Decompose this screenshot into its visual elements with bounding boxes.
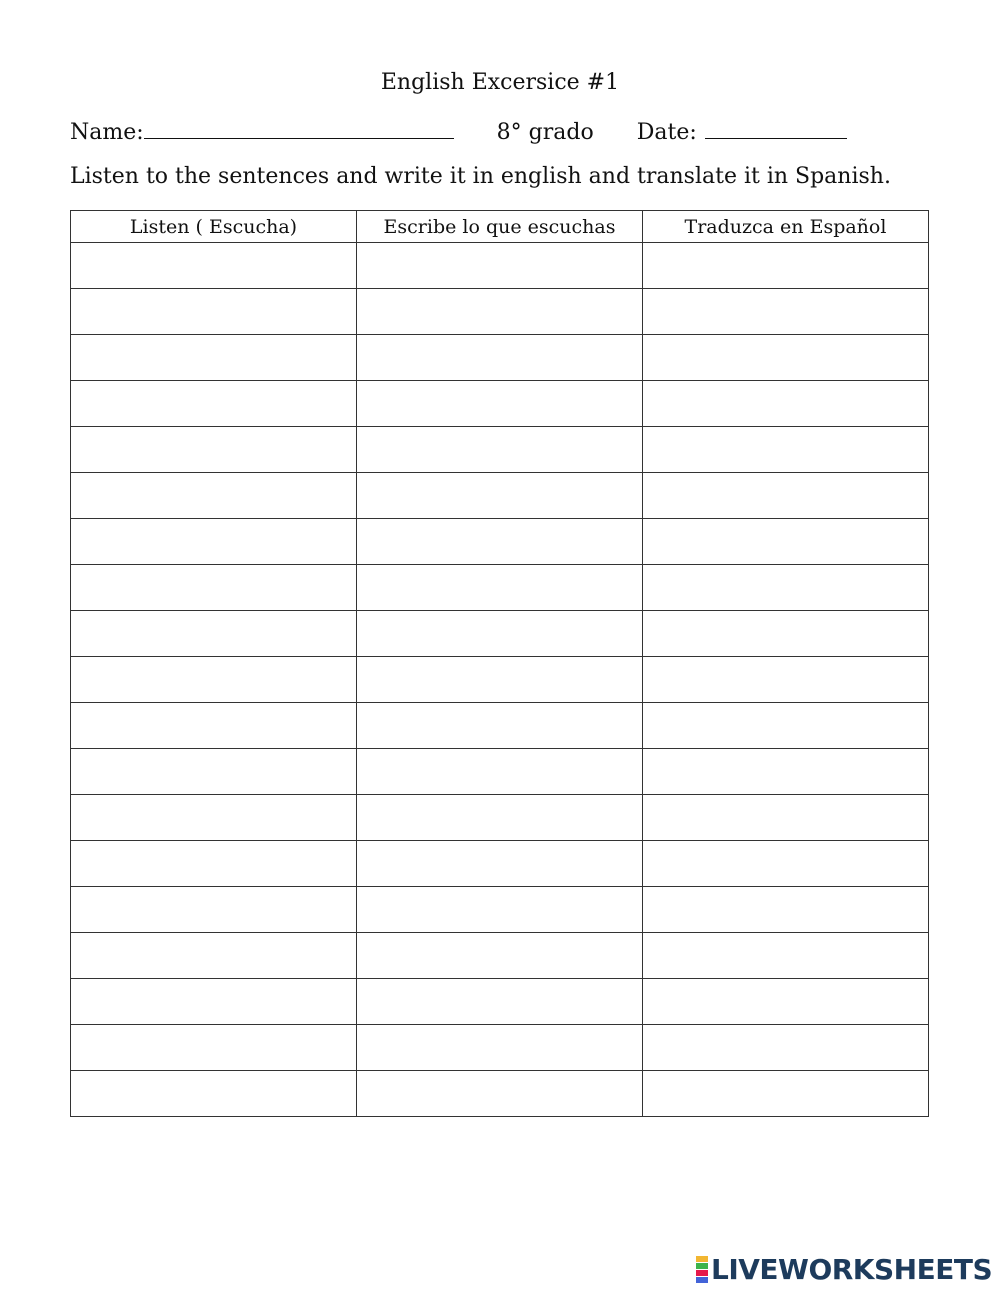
table-row [71,749,929,795]
translate-cell[interactable] [643,749,929,795]
header-listen: Listen ( Escucha) [71,211,357,243]
write-cell[interactable] [357,749,643,795]
logo-block [696,1263,708,1269]
table-header-row [71,211,929,243]
translate-cell[interactable] [643,703,929,749]
header-write: Escribe lo que escuchas [357,211,643,243]
write-cell[interactable] [357,933,643,979]
logo-block [696,1270,708,1276]
table-row [71,611,929,657]
student-info-line [70,116,930,145]
grade-label: 8° grado [496,120,594,145]
listen-cell[interactable] [71,519,357,565]
translate-cell[interactable] [643,381,929,427]
translate-cell[interactable] [643,519,929,565]
listen-cell[interactable] [71,243,357,289]
listen-cell[interactable] [71,381,357,427]
listen-cell[interactable] [71,979,357,1025]
write-cell[interactable] [357,243,643,289]
write-cell[interactable] [357,795,643,841]
listen-cell[interactable] [71,427,357,473]
write-cell[interactable] [357,473,643,519]
translate-cell[interactable] [643,979,929,1025]
listen-cell[interactable] [71,1071,357,1117]
write-cell[interactable] [357,1025,643,1071]
table-row [71,795,929,841]
listen-cell[interactable] [71,473,357,519]
write-cell[interactable] [357,611,643,657]
translate-cell[interactable] [643,933,929,979]
table-row [71,657,929,703]
table-row [71,887,929,933]
table-row [71,565,929,611]
table-row [71,335,929,381]
listen-cell[interactable] [71,795,357,841]
instructions: Listen to the sentences and write it in english and translate it in Spanish. [70,164,891,189]
table-row [71,381,929,427]
listen-cell[interactable] [71,657,357,703]
write-cell[interactable] [357,979,643,1025]
write-cell[interactable] [357,1071,643,1117]
date-blank[interactable] [705,116,847,139]
translate-cell[interactable] [643,611,929,657]
listen-cell[interactable] [71,289,357,335]
write-cell[interactable] [357,657,643,703]
write-cell[interactable] [357,703,643,749]
table-row [71,473,929,519]
translate-cell[interactable] [643,335,929,381]
name-label: Name: [70,120,144,145]
write-cell[interactable] [357,289,643,335]
listen-cell[interactable] [71,565,357,611]
translate-cell[interactable] [643,795,929,841]
translate-cell[interactable] [643,887,929,933]
translate-cell[interactable] [643,1025,929,1071]
worksheet-title: English Excersice #1 [380,70,620,95]
table-row [71,289,929,335]
logo-block [696,1256,708,1262]
table-row [71,1071,929,1117]
answer-table [70,210,929,1117]
listen-cell[interactable] [71,749,357,795]
table-row [71,427,929,473]
write-cell[interactable] [357,519,643,565]
listen-cell[interactable] [71,335,357,381]
write-cell[interactable] [357,335,643,381]
liveworksheets-logo [696,1253,992,1286]
write-cell[interactable] [357,381,643,427]
table-row [71,841,929,887]
translate-cell[interactable] [643,243,929,289]
logo-block [696,1277,708,1283]
table-row [71,243,929,289]
listen-cell[interactable] [71,933,357,979]
listen-cell[interactable] [71,703,357,749]
listen-cell[interactable] [71,887,357,933]
translate-cell[interactable] [643,841,929,887]
table-row [71,933,929,979]
write-cell[interactable] [357,841,643,887]
table-body [71,243,929,1117]
listen-cell[interactable] [71,841,357,887]
write-cell[interactable] [357,427,643,473]
write-cell[interactable] [357,565,643,611]
table-row [71,1025,929,1071]
translate-cell[interactable] [643,473,929,519]
write-cell[interactable] [357,887,643,933]
date-label: Date: [636,120,697,145]
logo-blocks-icon [696,1256,708,1283]
translate-cell[interactable] [643,427,929,473]
table-row [71,519,929,565]
translate-cell[interactable] [643,1071,929,1117]
translate-cell[interactable] [643,565,929,611]
logo-text: LIVEWORKSHEETS [711,1253,993,1286]
header-translate: Traduzca en Español [643,211,929,243]
table-row [71,979,929,1025]
listen-cell[interactable] [71,1025,357,1071]
translate-cell[interactable] [643,289,929,335]
translate-cell[interactable] [643,657,929,703]
table-row [71,703,929,749]
listen-cell[interactable] [71,611,357,657]
name-blank[interactable] [144,116,454,139]
